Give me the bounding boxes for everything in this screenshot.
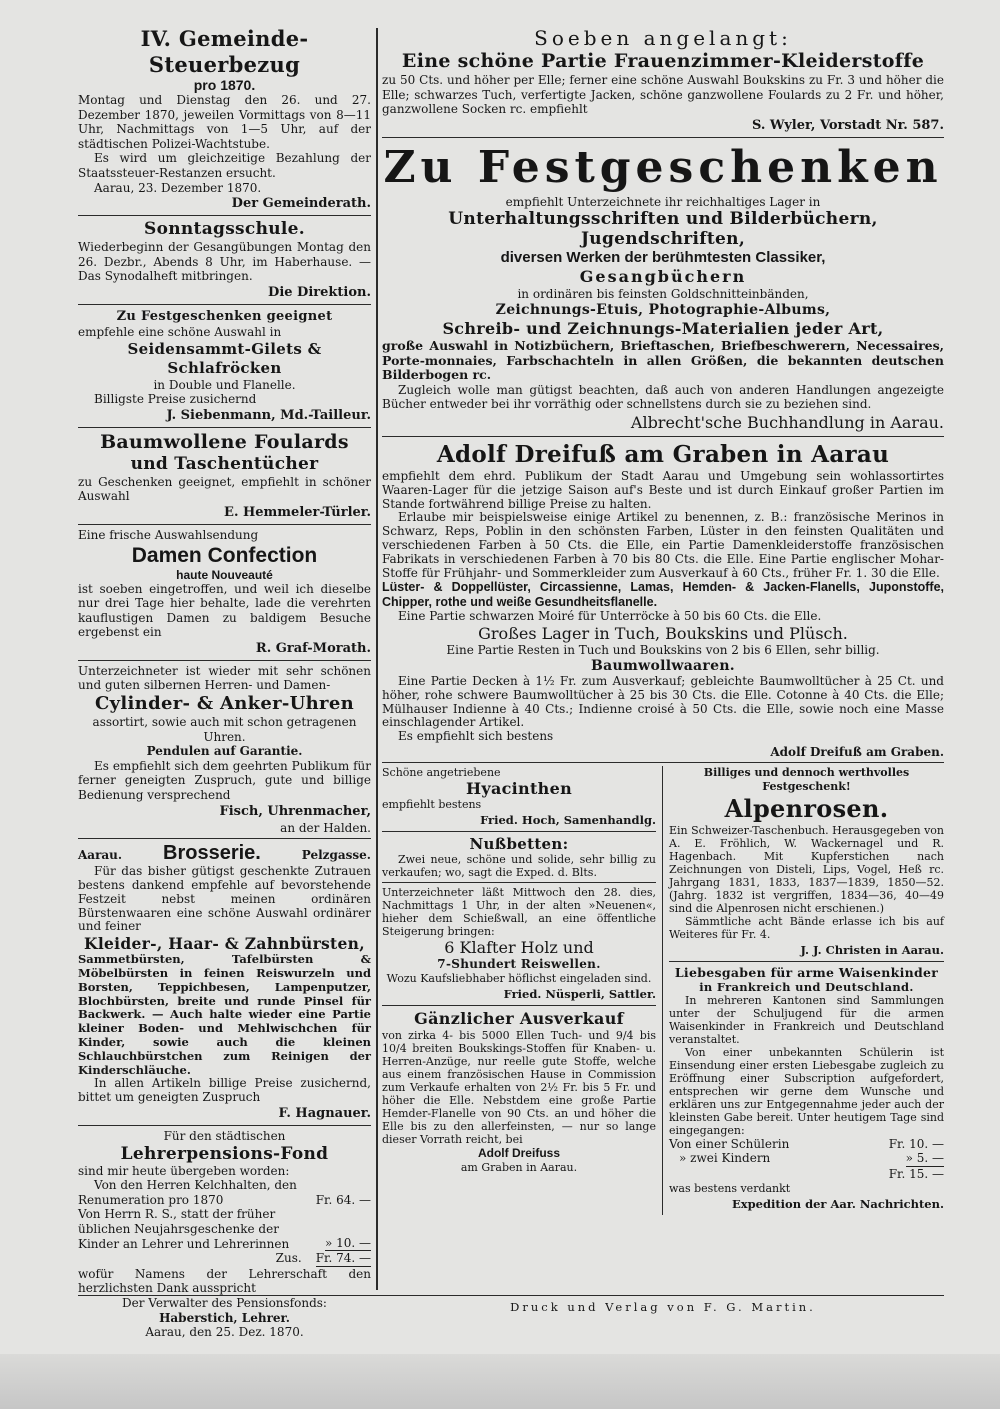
ad-title: Hyacinthen — [465, 778, 573, 798]
ad-body: Es wird um gleichzeitige Bezahlung der Staatssteuer-Restanzen ersucht. — [78, 151, 371, 180]
imprint: Druck und Verlag von F. G. Martin. — [510, 1300, 816, 1314]
ad-title: Brosserie. — [163, 842, 261, 865]
donation-amount: » 5. — — [905, 1151, 944, 1166]
ad-wyler — [382, 26, 944, 134]
ad-signature: R. Graf-Morath. — [255, 640, 371, 656]
ad-header-row — [78, 842, 371, 865]
ad-signature: J. J. Christen in Aarau. — [800, 942, 944, 957]
ad-place: Aarau. — [78, 848, 123, 863]
ad-line: Gesangbüchern — [579, 267, 747, 287]
ad-title: Baumwollene Foulards — [100, 430, 349, 453]
ad-line: Zeichnungs-Etuis, Photographie-Albums, — [495, 301, 831, 318]
ad-gemeinde-steuerbezug — [78, 26, 371, 212]
ad-street: Pelzgasse. — [301, 848, 371, 863]
ad-damen-confection — [78, 528, 371, 657]
right-column — [382, 26, 944, 1215]
ad-line: große Auswahl in Notizbüchern, Brieftaschen, Briefbeschwerern, Necessaires, Porte-monnaies, Farbschachteln in allen Größen, die bekannten deutschen Bilderbogen rc. — [382, 337, 944, 383]
ad-signature: E. Hemmeler-Türler. — [224, 504, 371, 520]
ad-dreifuss — [382, 440, 944, 759]
donation-sum-row — [78, 1251, 371, 1267]
ad-body: Schöne angetriebene — [382, 765, 501, 779]
ad-body: sind mir heute übergeben worden: — [78, 1163, 290, 1178]
sum-amount: Fr. 74. — — [315, 1251, 371, 1266]
ad-body: Es empfiehlt sich bestens — [398, 729, 554, 744]
ad-signature: Albrecht'sche Buchhandlung in Aarau. — [630, 412, 944, 432]
ad-title: und Taschentücher — [130, 453, 319, 474]
donation-label: Von den Herren Kelchhalten, den Renumeration pro 1870 — [78, 1178, 297, 1207]
ad-signature: Die Direktion. — [268, 284, 371, 300]
ad-heading: Soeben angelangt: — [534, 26, 792, 50]
bottom-rule — [78, 1295, 944, 1296]
separator — [382, 436, 944, 437]
ad-body: Lüster- & Doppellüster, Circassienne, Lamas, Hemden- & Jacken-Flanells, Juponstoffe, Chipper, rothe und weiße Gesundheitsflanelle. — [382, 580, 944, 610]
donation-row — [78, 1207, 371, 1251]
ad-body: Von einer unbekannten Schülerin ist Einsendung einer ersten Liebesgabe zugleich zu Eröffnung einer Subscription aufgefordert, entsprechen wir gerne dem Wunsche und erklären uns zur Entgegennahme jeder auch der kleinsten Gabe bereit. Unter heutigem Tage sind eingegangen: — [669, 1045, 944, 1137]
separator — [78, 524, 371, 525]
ad-title: Eine schöne Partie Frauenzimmer-Kleiderstoffe — [401, 50, 925, 72]
ad-title: 7-Shundert Reiswellen. — [437, 956, 601, 971]
separator — [78, 427, 371, 428]
ad-line: Baumwollwaaren. — [591, 657, 735, 674]
ad-ausverkauf — [382, 1009, 656, 1174]
ad-body: empfiehlt dem ehrd. Publikum der Stadt Aarau und Umgebung sein wohlassortirtes Waaren-Lager für die jetzige Saison auf's Beste und ist durch Einkauf großer Partien im Stande fortwährend billige Preise zu halten. — [382, 468, 944, 511]
ad-body: assortirt, sowie auch mit schon getragenen Uhren. — [92, 715, 357, 744]
ad-body: Eine Partie schwarzen Moiré für Unterröcke à 50 bis 60 Cts. die Elle. — [398, 609, 822, 624]
ad-title: Alpenrosen. — [724, 793, 889, 823]
ad-signature: S. Wyler, Vorstadt Nr. 587. — [751, 117, 944, 133]
ad-body: Eine frische Auswahlsendung — [78, 527, 259, 542]
separator — [78, 215, 371, 216]
ad-foulards — [78, 431, 371, 521]
ad-body: Zugleich wolle man gütigst beachten, daß auch von anderen Handlungen angezeigte Bücher entweder bei ihr vorräthig oder schnellstens durch sie zu beziehen sind. — [382, 382, 944, 412]
separator — [669, 961, 944, 962]
ad-body: Sammetbürsten, Tafelbürsten & Möbelbürsten in feinen Reiswurzeln und Borsten, Teppichbesen, Lampenputzer, Blochbürsten, breite und runde Pinsel für Backwerk. — Auch halte wieder eine Partie kleiner Boden- und Mehlwischchen für Kinder, sowie auch die kleinen Schlauchbürstchen zum Reinigen der Kinderschläuche. — [78, 952, 371, 1077]
separator — [78, 838, 371, 839]
separator — [78, 660, 371, 661]
ad-body: Eine Partie Decken à 1½ Fr. zum Ausverkauf; gebleichte Baumwolltücher à 25 Ct. und höher, rohe schwere Baumwolltücher à 25 bis 30 Cts. die Elle. Cotonne à 40 Cts. die Elle; Mülhauser Indienne à 40 Cts.; Indienne croisé à 50 Cts. die Elle, sowie noch eine Masse einschlagender Artikel. — [382, 673, 944, 730]
column-divider — [376, 28, 378, 1290]
ad-body: Ein Schweizer-Taschenbuch. Herausgegeben von A. E. Fröhlich, W. Wackernagel und R. Hagenbach. Mit Kupferstichen nach Zeichnungen von Disteli, Lips, Vogel, Heß rc. Jahrgang 1831, 1833, 1837—1839, 1850—52. (Jahrg. 1832 ist vergriffen, 1834—36, 40—49 sind die Alpenrosen nicht erschienen.) — [669, 823, 944, 915]
ad-signature: J. Siebenmann, Md.-Tailleur. — [166, 407, 371, 423]
ad-line: Großes Lager in Tuch, Boukskins und Plüsch. — [478, 624, 848, 644]
ad-title: Damen Confection — [131, 543, 318, 567]
ad-title: Cylinder- & Anker-Uhren — [95, 693, 354, 715]
donation-label: Von einer Schülerin — [669, 1136, 790, 1151]
ad-body: Wozu Kaufsliebhaber höflichst eingeladen sind. — [386, 971, 652, 985]
ad-date: Aarau, 23. Dezember 1870. — [94, 180, 262, 195]
ad-heading: Zu Festgeschenken geeignet — [116, 308, 333, 324]
ad-body: was bestens verdankt — [669, 1181, 791, 1195]
ad-body: an der Halden. — [280, 820, 371, 835]
ad-title: 6 Klafter Holz und — [444, 937, 594, 957]
ad-body: empfiehlt bestens — [382, 797, 482, 811]
ad-subtitle: pro 1870. — [193, 77, 256, 93]
sub-column-right — [663, 766, 944, 1215]
ad-body: Der Verwalter des Pensionsfonds: — [122, 1295, 327, 1310]
ad-signature: Expedition der Aar. Nachrichten. — [731, 1196, 944, 1211]
ad-body: zu 50 Cts. und höher per Elle; ferner eine schöne Auswahl Boukskins zu Fr. 3 und höher die Elle; schwarzes Tuch, verfertigte Jacken, schöne ganzwollene Foulards zu 2 Fr. und höher, ganzwollene Socken rc. empfiehlt — [382, 73, 944, 117]
ad-body: am Graben in Aarau. — [460, 1160, 578, 1174]
two-column-section — [382, 766, 944, 1215]
donation-sum-row — [669, 1167, 944, 1182]
ad-body: Für den städtischen — [163, 1128, 286, 1143]
ad-signature: F. Hagnauer. — [278, 1105, 371, 1121]
ad-seidensammt — [78, 308, 371, 424]
ad-signature: Fried. Nüsperli, Sattler. — [503, 986, 656, 1001]
ad-body: Eine Partie Resten in Tuch und Boukskins von 2 bis 6 Ellen, sehr billig. — [446, 643, 880, 658]
ad-body: In allen Artikeln billige Preise zusichernd, bittet um geneigten Zuspruch — [78, 1076, 371, 1105]
ad-body: in Double und Flanelle. — [153, 377, 296, 392]
ad-nussbetten — [382, 835, 656, 879]
donation-label: » zwei Kindern — [679, 1151, 771, 1166]
ad-signature: Fried. Hoch, Samenhandlg. — [480, 812, 656, 827]
ad-body: empfehle eine schöne Auswahl in — [78, 324, 282, 339]
left-column — [78, 26, 371, 1343]
sum-amount: Fr. 15. — — [888, 1167, 944, 1182]
ad-body: von zirka 4- bis 5000 Ellen Tuch- und 9/4 bis 10/4 breiten Boukskings-Stoffen für Knaben- u. Herren-Anzüge, nur reelle gute Stoffe, welche aus einem französischen Hause in Commission zum Verkaufe erhalten von 2½ Fr. bis 5 Fr. und höher die Elle. Nebstdem eine große Partie Hemder-Flanelle von 90 Cts. an und höher die Elle bis zu den allerfeinsten, — nur so lange dieser Vorrath reicht, bei — [382, 1028, 656, 1146]
ad-title: Seidensammt-Gilets & Schlafröcken — [127, 339, 322, 377]
ad-body: empfiehlt Unterzeichnete ihr reichhaltiges Lager in — [505, 194, 821, 209]
separator — [382, 1005, 656, 1006]
donation-amount: Fr. 64. — — [315, 1192, 371, 1207]
donation-label: Von Herrn R. S., statt der früher üblichen Neujahrsgeschenke der Kinder an Lehrer und Lehrerinnen — [78, 1207, 290, 1251]
separator — [78, 1125, 371, 1126]
ad-body: Pendulen auf Garantie. — [146, 744, 303, 759]
separator — [382, 762, 944, 763]
ad-body: Billigste Preise zusichernd — [94, 392, 257, 407]
ad-waisenkinder — [669, 965, 944, 1212]
ad-signature: Adolf Dreifuß am Graben. — [770, 744, 944, 759]
ad-lehrerpensions-fond — [78, 1129, 371, 1340]
ad-title: Kleider-, Haar- & Zahnbürsten, — [84, 934, 365, 954]
ad-body: Unterzeichneter läßt Mittwoch den 28. dies, Nachmittags 1 Uhr, in der alten »Neuenen«, hieher dem Schießwall, an eine öffentliche Steigerung bringen: — [382, 885, 656, 938]
ad-title: IV. Gemeinde-Steuerbezug — [140, 26, 309, 77]
ad-body: zu Geschenken geeignet, empfiehlt in schöner Auswahl — [78, 474, 371, 504]
ad-line: Schreib- und Zeichnungs-Materialien jeder Art, — [442, 318, 884, 338]
ad-body: wofür Namens der Lehrerschaft den herzlichsten Dank ausspricht — [78, 1266, 371, 1296]
ad-body: Wiederbeginn der Gesangübungen Montag den 26. Dezbr., Abends 8 Uhr, im Haberhause. — Das Synodalheft mitbringen. — [78, 240, 371, 284]
ad-festgeschenken — [382, 141, 944, 433]
separator — [78, 304, 371, 305]
ad-body: In mehreren Kantonen sind Sammlungen unter der Schuljugend für die armen Waisenkinder in Frankreich und Deutschland veranstaltet. — [669, 993, 944, 1046]
ad-body: Montag und Dienstag den 26. und 27. Dezember 1870, jeweilen Vormittags von 8—11 Uhr, Nachmittags von 1—5 Uhr, auf der städtischen Polizei-Wachtstube. — [78, 93, 371, 151]
ad-signature: Fisch, Uhrenmacher, — [219, 803, 371, 819]
ad-line: in ordinären bis feinsten Goldschnitteinbänden, — [517, 287, 809, 302]
donation-amount: » 10. — — [324, 1235, 371, 1250]
ad-alpenrosen — [669, 766, 944, 958]
ad-title: Sonntagsschule. — [144, 219, 305, 240]
ad-line: diversen Werken der berühmtesten Classiker, — [500, 249, 826, 267]
ad-body: Erlaube mir beispielsweise einige Artikel zu benennen, z. B.: französische Merinos in Schwarz, Reps, Poblin in den schönsten Farben, Lüster in den feinsten Qualitäten und verschiedenen Farben à 50 Cts. die Elle, ein Partie Damenkleiderstoffe französischen Fabrikats in verschiedenen Farben à 70 bis 80 Cts. die Elle. Eine Partie englischer Mohar-Stoffe für Frühjahr- und Sommerkleider zum Ausverkauf à 60 Cts., früher Fr. 1. 30 die Elle. — [382, 510, 944, 580]
ad-body: Unterzeichneter ist wieder mit sehr schönen und guten silbernen Herren- und Damen- — [78, 663, 371, 693]
ad-title: Lehrerpensions-Fond — [120, 1143, 329, 1164]
ad-body: Zwei neue, schöne und solide, sehr billig zu verkaufen; wo, sagt die Exped. d. Blts. — [382, 852, 656, 879]
sum-label: Zus. — [275, 1251, 302, 1266]
donation-row — [669, 1137, 944, 1152]
ad-body: ist soeben eingetroffen, und weil ich dieselbe nur drei Tage hier behalte, lade die verehrten kauflustigen Damen zu baldigem Besuche ergebenst ein — [78, 581, 371, 640]
separator — [382, 137, 944, 138]
ad-subtitle: haute Nouveauté — [176, 567, 273, 582]
ad-sonntagsschule — [78, 219, 371, 301]
ad-body: Für das bisher gütigst geschenkte Zutrauen bestens dankend empfehle auf bevorstehende Festzeit nebst meinen ordinären Bürstenwaaren eine schöne Auswahl ordinärer und feiner — [78, 864, 371, 934]
ad-signature: Haberstich, Lehrer. — [159, 1310, 290, 1325]
separator — [382, 831, 656, 832]
ad-title: Zu Festgeschenken — [383, 141, 943, 193]
donation-row — [669, 1151, 944, 1167]
ad-body: Sämmtliche acht Bände erlasse ich bis auf Weiteres für Fr. 4. — [669, 914, 944, 941]
ad-hyacinthen — [382, 766, 656, 828]
ad-line: Unterhaltungsschriften und Bilderbüchern, Jugendschriften, — [448, 209, 878, 250]
ad-signature: Adolf Dreifuss — [477, 1145, 560, 1160]
ad-title: Adolf Dreifuß am Graben in Aarau — [436, 440, 890, 468]
ad-holz — [382, 886, 656, 1002]
donation-amount: Fr. 10. — — [888, 1136, 944, 1151]
ad-body: Es empfiehlt sich dem geehrten Publikum für ferner geneigten Zuspruch, gute und billige Bedienung versprechend — [78, 758, 371, 803]
ad-brosserie — [78, 842, 371, 1122]
ad-heading: Billiges und dennoch werthvolles Festgeschenk! — [703, 765, 910, 793]
ad-date: Aarau, den 25. Dez. 1870. — [145, 1325, 304, 1340]
ad-title: Nußbetten: — [469, 834, 569, 853]
sub-column-left — [382, 766, 663, 1215]
ad-title: Liebesgaben für arme Waisenkinder — [674, 964, 939, 980]
ad-signature: Der Gemeinderath. — [231, 196, 371, 212]
donation-row — [78, 1178, 371, 1207]
ad-uhren — [78, 664, 371, 835]
ad-title: Gänzlicher Ausverkauf — [414, 1008, 624, 1028]
ad-title: in Frankreich und Deutschland. — [699, 979, 914, 994]
separator — [382, 882, 656, 883]
